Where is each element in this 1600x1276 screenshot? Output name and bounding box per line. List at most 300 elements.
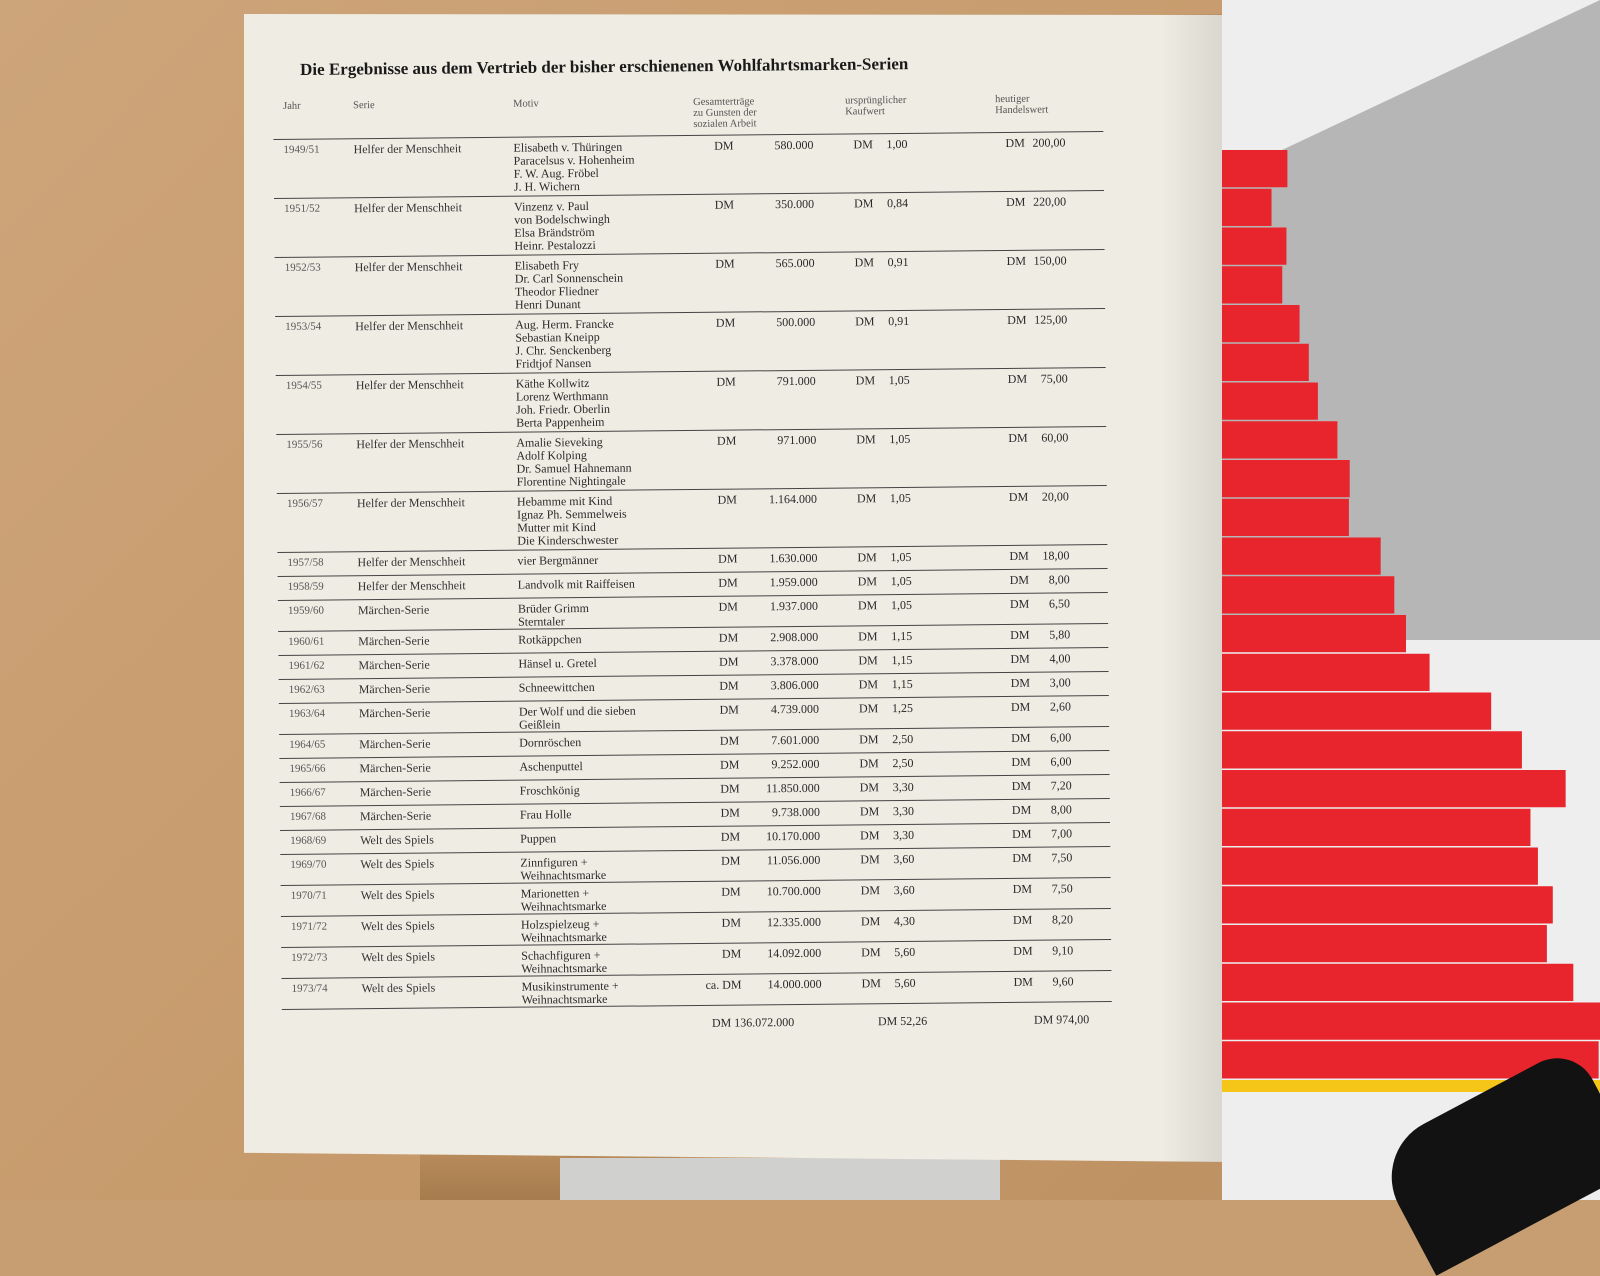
table-row: [276, 427, 1107, 494]
motiv-line: Sterntaler: [517, 614, 565, 629]
row-motiv: [522, 980, 619, 1007]
row-dm-handelswert: DM: [1012, 850, 1032, 865]
row-handelswert: 220,00: [1032, 194, 1067, 209]
row-dm-gesamt: DM: [714, 197, 735, 212]
red-bar: [1222, 654, 1430, 691]
row-year: 1949/51: [283, 143, 320, 156]
row-year: 1955/56: [286, 438, 323, 451]
motiv-line: Schachfiguren +: [521, 947, 601, 963]
row-dm-handelswert: DM: [1005, 194, 1026, 209]
table-header: [273, 87, 1103, 137]
row-dm-gesamt: DM: [719, 733, 740, 748]
table-body: [273, 131, 1111, 1010]
motiv-line: J. Chr. Senckenberg: [515, 342, 612, 358]
table-row: [273, 132, 1104, 199]
row-motiv: [520, 856, 606, 883]
row-serie: Welt des Spiels: [360, 832, 434, 848]
row-year: 1970/71: [290, 889, 327, 902]
row-motiv: [521, 887, 607, 914]
row-dm-kaufwert: DM: [859, 780, 880, 795]
row-kaufwert: 0,84: [886, 195, 909, 211]
row-serie: Helfer der Menschheit: [353, 141, 462, 157]
row-handelswert: 8,20: [1051, 912, 1074, 927]
motiv-line: Geißlein: [518, 717, 561, 732]
motiv-line: Sebastian Kneipp: [515, 329, 600, 345]
motiv-line: Lorenz Werthmann: [515, 388, 609, 404]
row-kaufwert: 5,60: [894, 975, 916, 991]
row-dm-kaufwert: DM: [856, 491, 877, 506]
header-kaufwert: ursprünglicher Kaufwert: [845, 94, 907, 118]
row-kaufwert: 1,05: [890, 573, 912, 589]
row-dm-kaufwert: DM: [859, 804, 880, 819]
red-bar: [1222, 460, 1350, 497]
row-kaufwert: 1,05: [890, 597, 912, 613]
row-serie: Märchen-Serie: [358, 657, 430, 673]
row-year: 1973/74: [291, 982, 328, 995]
row-dm-gesamt: DM: [718, 575, 738, 590]
row-motiv: [518, 633, 581, 647]
row-handelswert: 20,00: [1041, 489, 1069, 504]
row-dm-handelswert: DM: [1005, 135, 1025, 150]
row-kaufwert: 3,60: [893, 882, 915, 898]
row-year: 1953/54: [285, 320, 322, 333]
row-dm-kaufwert: DM: [861, 976, 881, 991]
row-serie: Helfer der Menschheit: [356, 495, 465, 511]
row-serie: Helfer der Menschheit: [355, 377, 464, 393]
row-gesamtertraege: 971.000: [777, 432, 817, 448]
red-bar: [1222, 770, 1566, 807]
motiv-line: Froschkönig: [519, 783, 580, 798]
row-dm-kaufwert: DM: [860, 883, 881, 898]
row-motiv: [519, 760, 582, 774]
row-kaufwert: 1,15: [891, 676, 913, 692]
row-dm-handelswert: DM: [1009, 572, 1030, 587]
row-motiv: [517, 495, 627, 548]
row-dm-gesamt: DM: [719, 654, 739, 669]
row-dm-kaufwert: DM: [857, 574, 878, 589]
row-kaufwert: 2,50: [892, 731, 914, 747]
row-year: 1960/61: [288, 635, 325, 648]
motiv-line: Dornröschen: [519, 735, 582, 750]
motiv-line: Weihnachtsmarke: [521, 960, 608, 976]
row-serie: Märchen-Serie: [358, 633, 430, 649]
row-dm-gesamt: DM: [715, 256, 735, 271]
row-dm-kaufwert: DM: [855, 314, 875, 329]
motiv-line: Brüder Grimm: [517, 600, 590, 616]
row-kaufwert: 3,30: [892, 803, 914, 819]
row-dm-gesamt: DM: [718, 551, 738, 566]
motiv-line: Berta Pappenheim: [516, 414, 605, 430]
row-dm-kaufwert: DM: [861, 945, 881, 960]
row-dm-gesamt: DM: [720, 853, 741, 868]
motiv-line: Heinr. Pestalozzi: [514, 237, 596, 253]
row-gesamtertraege: 7.601.000: [771, 732, 820, 748]
row-dm-handelswert: DM: [1013, 943, 1033, 958]
row-year: 1957/58: [287, 556, 324, 569]
row-gesamtertraege: 3.378.000: [770, 653, 819, 669]
row-handelswert: 18,00: [1042, 548, 1070, 563]
red-bar: [1222, 228, 1286, 265]
motiv-line: Elsa Brändström: [514, 224, 595, 240]
red-bar: [1222, 499, 1349, 536]
row-gesamtertraege: 9.738.000: [771, 804, 820, 820]
row-dm-handelswert: DM: [1010, 627, 1030, 642]
red-bar: [1222, 693, 1491, 730]
header-motiv: Motiv: [513, 98, 539, 110]
row-dm-kaufwert: DM: [860, 828, 880, 843]
row-dm-gesamt: ca. DM: [705, 977, 742, 992]
row-serie: Welt des Spiels: [361, 949, 436, 965]
row-motiv: [514, 200, 610, 253]
row-dm-handelswert: DM: [1010, 651, 1030, 666]
header-handelswert: heutiger Handelswert: [995, 93, 1049, 117]
motiv-line: Mutter mit Kind: [517, 519, 596, 535]
row-dm-handelswert: DM: [1009, 548, 1029, 563]
motiv-line: Adolf Kolping: [516, 448, 587, 463]
motiv-line: Puppen: [520, 831, 557, 846]
row-dm-gesamt: DM: [719, 678, 739, 693]
row-kaufwert: 3,60: [893, 851, 915, 867]
row-year: 1958/59: [287, 580, 324, 593]
row-dm-kaufwert: DM: [858, 629, 878, 644]
grey-board-strip: [560, 1158, 1000, 1200]
row-dm-handelswert: DM: [1011, 754, 1031, 769]
row-kaufwert: 2,50: [892, 755, 914, 771]
row-dm-gesamt: DM: [718, 599, 738, 614]
motiv-line: Joh. Friedr. Oberlin: [515, 401, 611, 417]
row-gesamtertraege: 11.850.000: [766, 780, 820, 796]
row-motiv: [515, 318, 614, 371]
red-bar: [1222, 344, 1309, 381]
row-motiv: [520, 784, 580, 798]
row-dm-gesamt: DM: [718, 630, 739, 645]
row-gesamtertraege: 1.959.000: [769, 574, 818, 590]
red-bar: [1222, 383, 1318, 420]
row-dm-kaufwert: DM: [857, 598, 878, 613]
motiv-line: F. W. Aug. Fröbel: [513, 165, 599, 181]
row-dm-kaufwert: DM: [853, 137, 873, 152]
row-motiv: [516, 377, 610, 430]
row-dm-kaufwert: DM: [859, 732, 879, 747]
row-handelswert: 125,00: [1034, 312, 1068, 327]
row-gesamtertraege: 500.000: [776, 314, 816, 330]
row-dm-gesamt: DM: [721, 915, 742, 930]
motiv-line: Paracelsus v. Hohenheim: [513, 152, 635, 168]
row-motiv: [518, 602, 589, 629]
row-motiv: [518, 657, 596, 671]
row-year: 1966/67: [289, 786, 326, 799]
red-bar: [1222, 615, 1406, 652]
motiv-line: Ignaz Ph. Semmelweis: [516, 506, 627, 522]
row-serie: Helfer der Menschheit: [357, 578, 466, 594]
row-year: 1971/72: [290, 920, 328, 933]
row-handelswert: 5,80: [1049, 627, 1071, 642]
motiv-line: Musikinstrumente +: [521, 978, 619, 994]
row-dm-kaufwert: DM: [855, 373, 876, 388]
motiv-line: von Bodelschwingh: [514, 211, 610, 227]
row-year: 1952/53: [284, 261, 321, 274]
row-gesamtertraege: 14.092.000: [767, 945, 822, 961]
row-year: 1963/64: [288, 707, 326, 720]
row-dm-gesamt: DM: [715, 315, 736, 330]
motiv-line: Rotkäppchen: [518, 632, 582, 647]
totals-row: [282, 1012, 1112, 1030]
motiv-line: Fridtjof Nansen: [515, 355, 592, 371]
page-title: Die Ergebnisse aus dem Vertrieb der bisher erschienenen Wohlfahrtsmarken-Serien: [300, 54, 909, 79]
motiv-line: Der Wolf und die sieben: [518, 703, 636, 719]
row-dm-gesamt: DM: [714, 138, 734, 153]
row-kaufwert: 0,91: [887, 254, 909, 270]
row-serie: Welt des Spiels: [360, 918, 435, 934]
row-gesamtertraege: 1.630.000: [769, 550, 818, 566]
row-handelswert: 8,00: [1050, 802, 1072, 817]
row-dm-handelswert: DM: [1012, 881, 1033, 896]
motiv-line: Weihnachtsmarke: [521, 991, 608, 1007]
row-dm-handelswert: DM: [1012, 912, 1033, 927]
motiv-line: Henri Dunant: [514, 297, 581, 312]
row-handelswert: 7,20: [1050, 778, 1072, 793]
row-motiv: [517, 554, 598, 568]
results-table: [273, 87, 1112, 1055]
row-gesamtertraege: 2.908.000: [770, 629, 819, 645]
row-year: 1959/60: [287, 604, 325, 617]
row-dm-kaufwert: DM: [858, 653, 878, 668]
red-bar: [1222, 1003, 1600, 1040]
row-serie: Helfer der Menschheit: [357, 554, 466, 570]
row-serie: Märchen-Serie: [359, 784, 432, 800]
row-motiv: [516, 436, 631, 489]
row-dm-handelswert: DM: [1013, 974, 1033, 989]
row-handelswert: 6,00: [1050, 754, 1072, 769]
motiv-line: Schneewittchen: [518, 679, 595, 695]
row-handelswert: 75,00: [1040, 371, 1068, 386]
row-dm-handelswert: DM: [1008, 489, 1029, 504]
row-motiv: [521, 918, 607, 945]
row-handelswert: 7,50: [1051, 881, 1073, 896]
motiv-line: Vinzenz v. Paul: [514, 198, 589, 214]
row-kaufwert: 5,60: [894, 944, 916, 960]
table-row: [276, 368, 1107, 435]
row-serie: Märchen-Serie: [359, 736, 431, 752]
row-kaufwert: 1,15: [891, 628, 913, 644]
row-dm-handelswert: DM: [1008, 430, 1028, 445]
row-dm-handelswert: DM: [1007, 371, 1028, 386]
row-year: 1967/68: [289, 810, 327, 823]
row-motiv: [515, 259, 624, 312]
motiv-line: Theodor Fliedner: [514, 283, 599, 299]
row-dm-handelswert: DM: [1007, 312, 1027, 327]
row-dm-handelswert: DM: [1011, 802, 1032, 817]
row-dm-kaufwert: DM: [859, 756, 879, 771]
row-gesamtertraege: 1.164.000: [768, 491, 817, 507]
row-gesamtertraege: 565.000: [775, 255, 815, 271]
motiv-line: vier Bergmänner: [517, 552, 599, 568]
row-dm-handelswert: DM: [1011, 730, 1031, 745]
motiv-line: Käthe Kollwitz: [515, 375, 590, 391]
table-row: [274, 191, 1105, 258]
table-row: [281, 971, 1111, 1010]
motiv-line: Marionetten +: [520, 886, 590, 901]
row-year: 1956/57: [286, 497, 324, 510]
row-year: 1962/63: [288, 683, 325, 696]
motiv-line: Weihnachtsmarke: [520, 898, 607, 914]
row-serie: Märchen-Serie: [359, 760, 431, 776]
row-kaufwert: 3,30: [893, 827, 915, 843]
row-year: 1968/69: [290, 834, 327, 847]
motiv-line: Landvolk mit Raiffeisen: [517, 576, 635, 592]
motiv-line: Die Kinderschwester: [517, 532, 619, 548]
header-serie: Serie: [353, 100, 375, 112]
row-handelswert: 6,50: [1048, 596, 1070, 611]
row-kaufwert: 3,30: [892, 779, 914, 795]
row-serie: Welt des Spiels: [360, 856, 435, 872]
table-row: [277, 486, 1108, 553]
row-kaufwert: 1,15: [891, 652, 913, 668]
row-gesamtertraege: 12.335.000: [766, 914, 822, 930]
row-handelswert: 150,00: [1033, 253, 1067, 268]
row-motiv: [520, 832, 556, 845]
red-bar: [1222, 886, 1553, 923]
row-serie: Helfer der Menschheit: [354, 259, 463, 275]
row-serie: Märchen-Serie: [359, 808, 432, 824]
row-dm-kaufwert: DM: [854, 255, 875, 270]
red-bar: [1222, 925, 1547, 962]
row-handelswert: 7,00: [1051, 826, 1073, 841]
row-gesamtertraege: 791.000: [776, 373, 816, 389]
motiv-line: Holzspielzeug +: [520, 916, 600, 932]
motiv-line: Amalie Sieveking: [516, 434, 603, 450]
row-motiv: [520, 808, 572, 821]
row-dm-gesamt: DM: [720, 757, 740, 772]
motiv-line: Frau Holle: [519, 807, 572, 822]
row-kaufwert: 1,05: [890, 549, 912, 565]
row-dm-handelswert: DM: [1011, 778, 1032, 793]
row-gesamtertraege: 11.056.000: [766, 852, 821, 868]
red-bar: [1222, 189, 1272, 226]
row-motiv: [519, 681, 595, 695]
red-bar: [1222, 150, 1287, 187]
motiv-line: Florentine Nightingale: [516, 473, 626, 489]
row-serie: Märchen-Serie: [358, 681, 431, 697]
row-handelswert: 7,50: [1051, 850, 1073, 865]
row-gesamtertraege: 1.937.000: [769, 598, 818, 614]
row-kaufwert: 1,05: [889, 490, 911, 506]
row-kaufwert: 1,00: [886, 136, 908, 152]
row-gesamtertraege: 350.000: [775, 196, 815, 212]
row-serie: Helfer der Menschheit: [355, 318, 464, 334]
row-year: 1961/62: [288, 659, 325, 672]
row-dm-gesamt: DM: [717, 492, 737, 507]
row-serie: Märchen-Serie: [358, 705, 431, 721]
row-motiv: [521, 949, 607, 976]
row-handelswert: 60,00: [1041, 430, 1069, 445]
red-bar: [1222, 809, 1530, 846]
motiv-line: Hebamme mit Kind: [516, 493, 613, 509]
row-dm-handelswert: DM: [1006, 253, 1027, 268]
row-motiv: [518, 578, 635, 592]
row-handelswert: 9,60: [1052, 974, 1074, 989]
motiv-line: Dr. Carl Sonnenschein: [514, 270, 624, 286]
row-gesamtertraege: 9.252.000: [771, 756, 820, 772]
row-dm-gesamt: DM: [716, 374, 736, 389]
motiv-line: Weihnachtsmarke: [521, 929, 607, 945]
row-year: 1972/73: [291, 951, 328, 964]
motiv-line: Aschenputtel: [519, 759, 583, 774]
total-kaufwert: DM 52,26: [877, 1013, 928, 1029]
row-gesamtertraege: 10.170.000: [766, 828, 821, 844]
row-kaufwert: 1,05: [889, 431, 911, 447]
motiv-line: Weihnachtsmarke: [520, 867, 607, 883]
red-bar-graphic: [1222, 0, 1600, 1200]
row-handelswert: 4,00: [1049, 651, 1071, 666]
row-serie: Helfer der Menschheit: [356, 436, 465, 452]
row-gesamtertraege: 580.000: [774, 137, 814, 153]
row-kaufwert: 0,91: [888, 313, 910, 329]
motiv-line: Dr. Samuel Hahnemann: [516, 460, 632, 476]
row-dm-gesamt: DM: [721, 946, 742, 961]
red-bar: [1222, 848, 1538, 885]
row-year: 1969/70: [290, 858, 327, 871]
row-dm-kaufwert: DM: [858, 677, 879, 692]
row-serie: Helfer der Menschheit: [354, 200, 463, 216]
red-bar: [1222, 538, 1381, 575]
red-bar: [1222, 576, 1394, 613]
row-kaufwert: 1,05: [888, 372, 910, 388]
row-gesamtertraege: 10.700.000: [766, 883, 821, 899]
row-motiv: [519, 736, 581, 750]
row-dm-kaufwert: DM: [854, 196, 874, 211]
row-year: 1965/66: [289, 762, 326, 775]
motiv-line: Elisabeth v. Thüringen: [513, 139, 623, 155]
row-dm-handelswert: DM: [1010, 699, 1031, 714]
row-handelswert: 9,10: [1052, 943, 1074, 958]
row-dm-handelswert: DM: [1012, 826, 1032, 841]
page-gutter-shade: [1160, 14, 1230, 1162]
row-motiv: [513, 141, 634, 194]
red-bar: [1222, 964, 1573, 1001]
row-dm-gesamt: DM: [716, 433, 737, 448]
header-gesamtertraege: Gesamterträge zu Gunsten der sozialen Arbeit: [693, 96, 757, 130]
row-dm-kaufwert: DM: [857, 550, 877, 565]
row-handelswert: 3,00: [1049, 675, 1071, 690]
row-dm-gesamt: DM: [720, 781, 740, 796]
motiv-line: Zinnfiguren +: [520, 855, 588, 870]
row-dm-kaufwert: DM: [856, 432, 876, 447]
red-bar: [1222, 266, 1282, 303]
total-handelswert: DM 974,00: [1033, 1012, 1090, 1027]
motiv-line: J. H. Wichern: [513, 179, 580, 194]
row-gesamtertraege: 3.806.000: [770, 677, 819, 693]
row-dm-kaufwert: DM: [860, 914, 881, 929]
red-bar: [1222, 731, 1522, 768]
row-kaufwert: 1,25: [891, 700, 913, 716]
row-handelswert: 2,60: [1049, 699, 1071, 714]
row-serie: Welt des Spiels: [360, 887, 435, 903]
row-kaufwert: 4,30: [893, 913, 916, 929]
motiv-line: Aug. Herm. Francke: [515, 316, 614, 332]
row-serie: Welt des Spiels: [361, 980, 436, 996]
row-dm-gesamt: DM: [720, 805, 740, 820]
row-dm-kaufwert: DM: [858, 701, 879, 716]
row-handelswert: 200,00: [1032, 135, 1066, 150]
table-row: [275, 309, 1106, 376]
row-dm-gesamt: DM: [719, 702, 739, 717]
row-handelswert: 8,00: [1048, 572, 1070, 587]
red-bar: [1222, 305, 1300, 342]
motiv-line: Elisabeth Fry: [514, 258, 580, 273]
row-handelswert: 6,00: [1050, 730, 1072, 745]
table-row: [275, 250, 1106, 317]
